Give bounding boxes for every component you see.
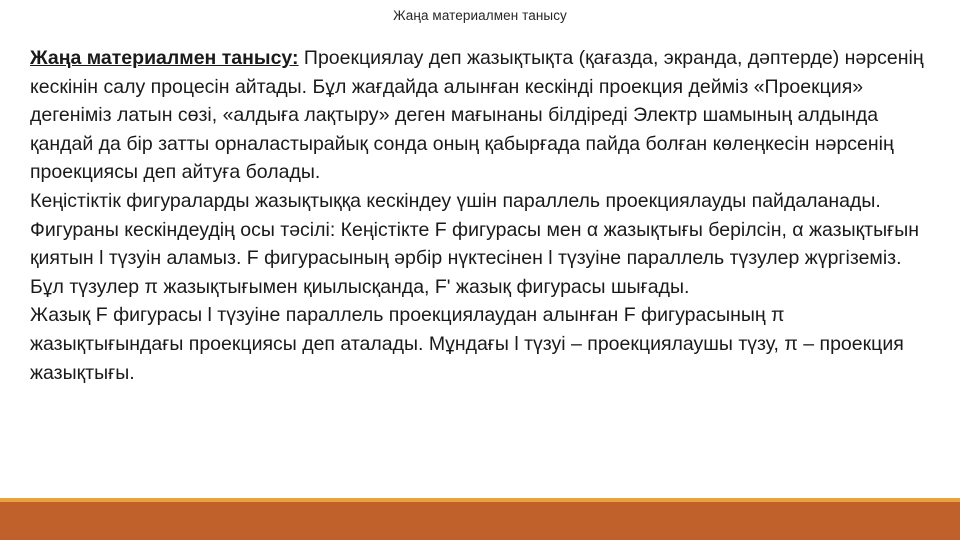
paragraph-3: Фигураны кескіндеудің осы тәсілі: Кеңістікте F фигурасы мен α жазықтығы берілсін, α жазықтығын қиятын l түзуін аламыз. F фигурасының әрбір нүктесінен l түзуіне параллель түзулер жүргіземіз. Бұл түзулер π жазықтығымен қиылысқанда, F' жазық фигурасы шығады. [30, 218, 920, 298]
paragraph-1-text: Проекциялау деп жазықтықта (қағазда, экранда, дәптерде) нәрсенің кескінін салу процесін айтады. Бұл жағдайда алынған кескінді проекция дейміз «Проекция» дегеніміз латын сөзі, «алдыға лақтыру» деген мағынаны білдіреді Электр шамының алдында қандай да бір затты орналастырайық сонда оның қабырғада пайда болған көлеңкесін нәрсенің проекциясы деп айтуға болады. [30, 47, 924, 184]
lead-term: Жаңа материалмен танысу: [30, 47, 299, 69]
slide-title: Жаңа материалмен танысу [393, 8, 567, 23]
footer-decoration-bar [0, 498, 960, 540]
slide-body [30, 44, 936, 387]
paragraph-4: Жазық F фигурасы l түзуіне параллель проекциялаудан алынған F фигурасының π жазықтығындағы проекциясы деп аталады. Мұндағы l түзуі – проекциялаушы түзу, π – проекция жазықтығы. [30, 304, 904, 384]
paragraph-1 [30, 44, 936, 187]
paragraph-2: Кеңістіктік фигураларды жазықтыққа кескіндеу үшін параллель проекциялауды пайдаланады. [30, 189, 881, 212]
footer-main-stripe [0, 502, 960, 540]
